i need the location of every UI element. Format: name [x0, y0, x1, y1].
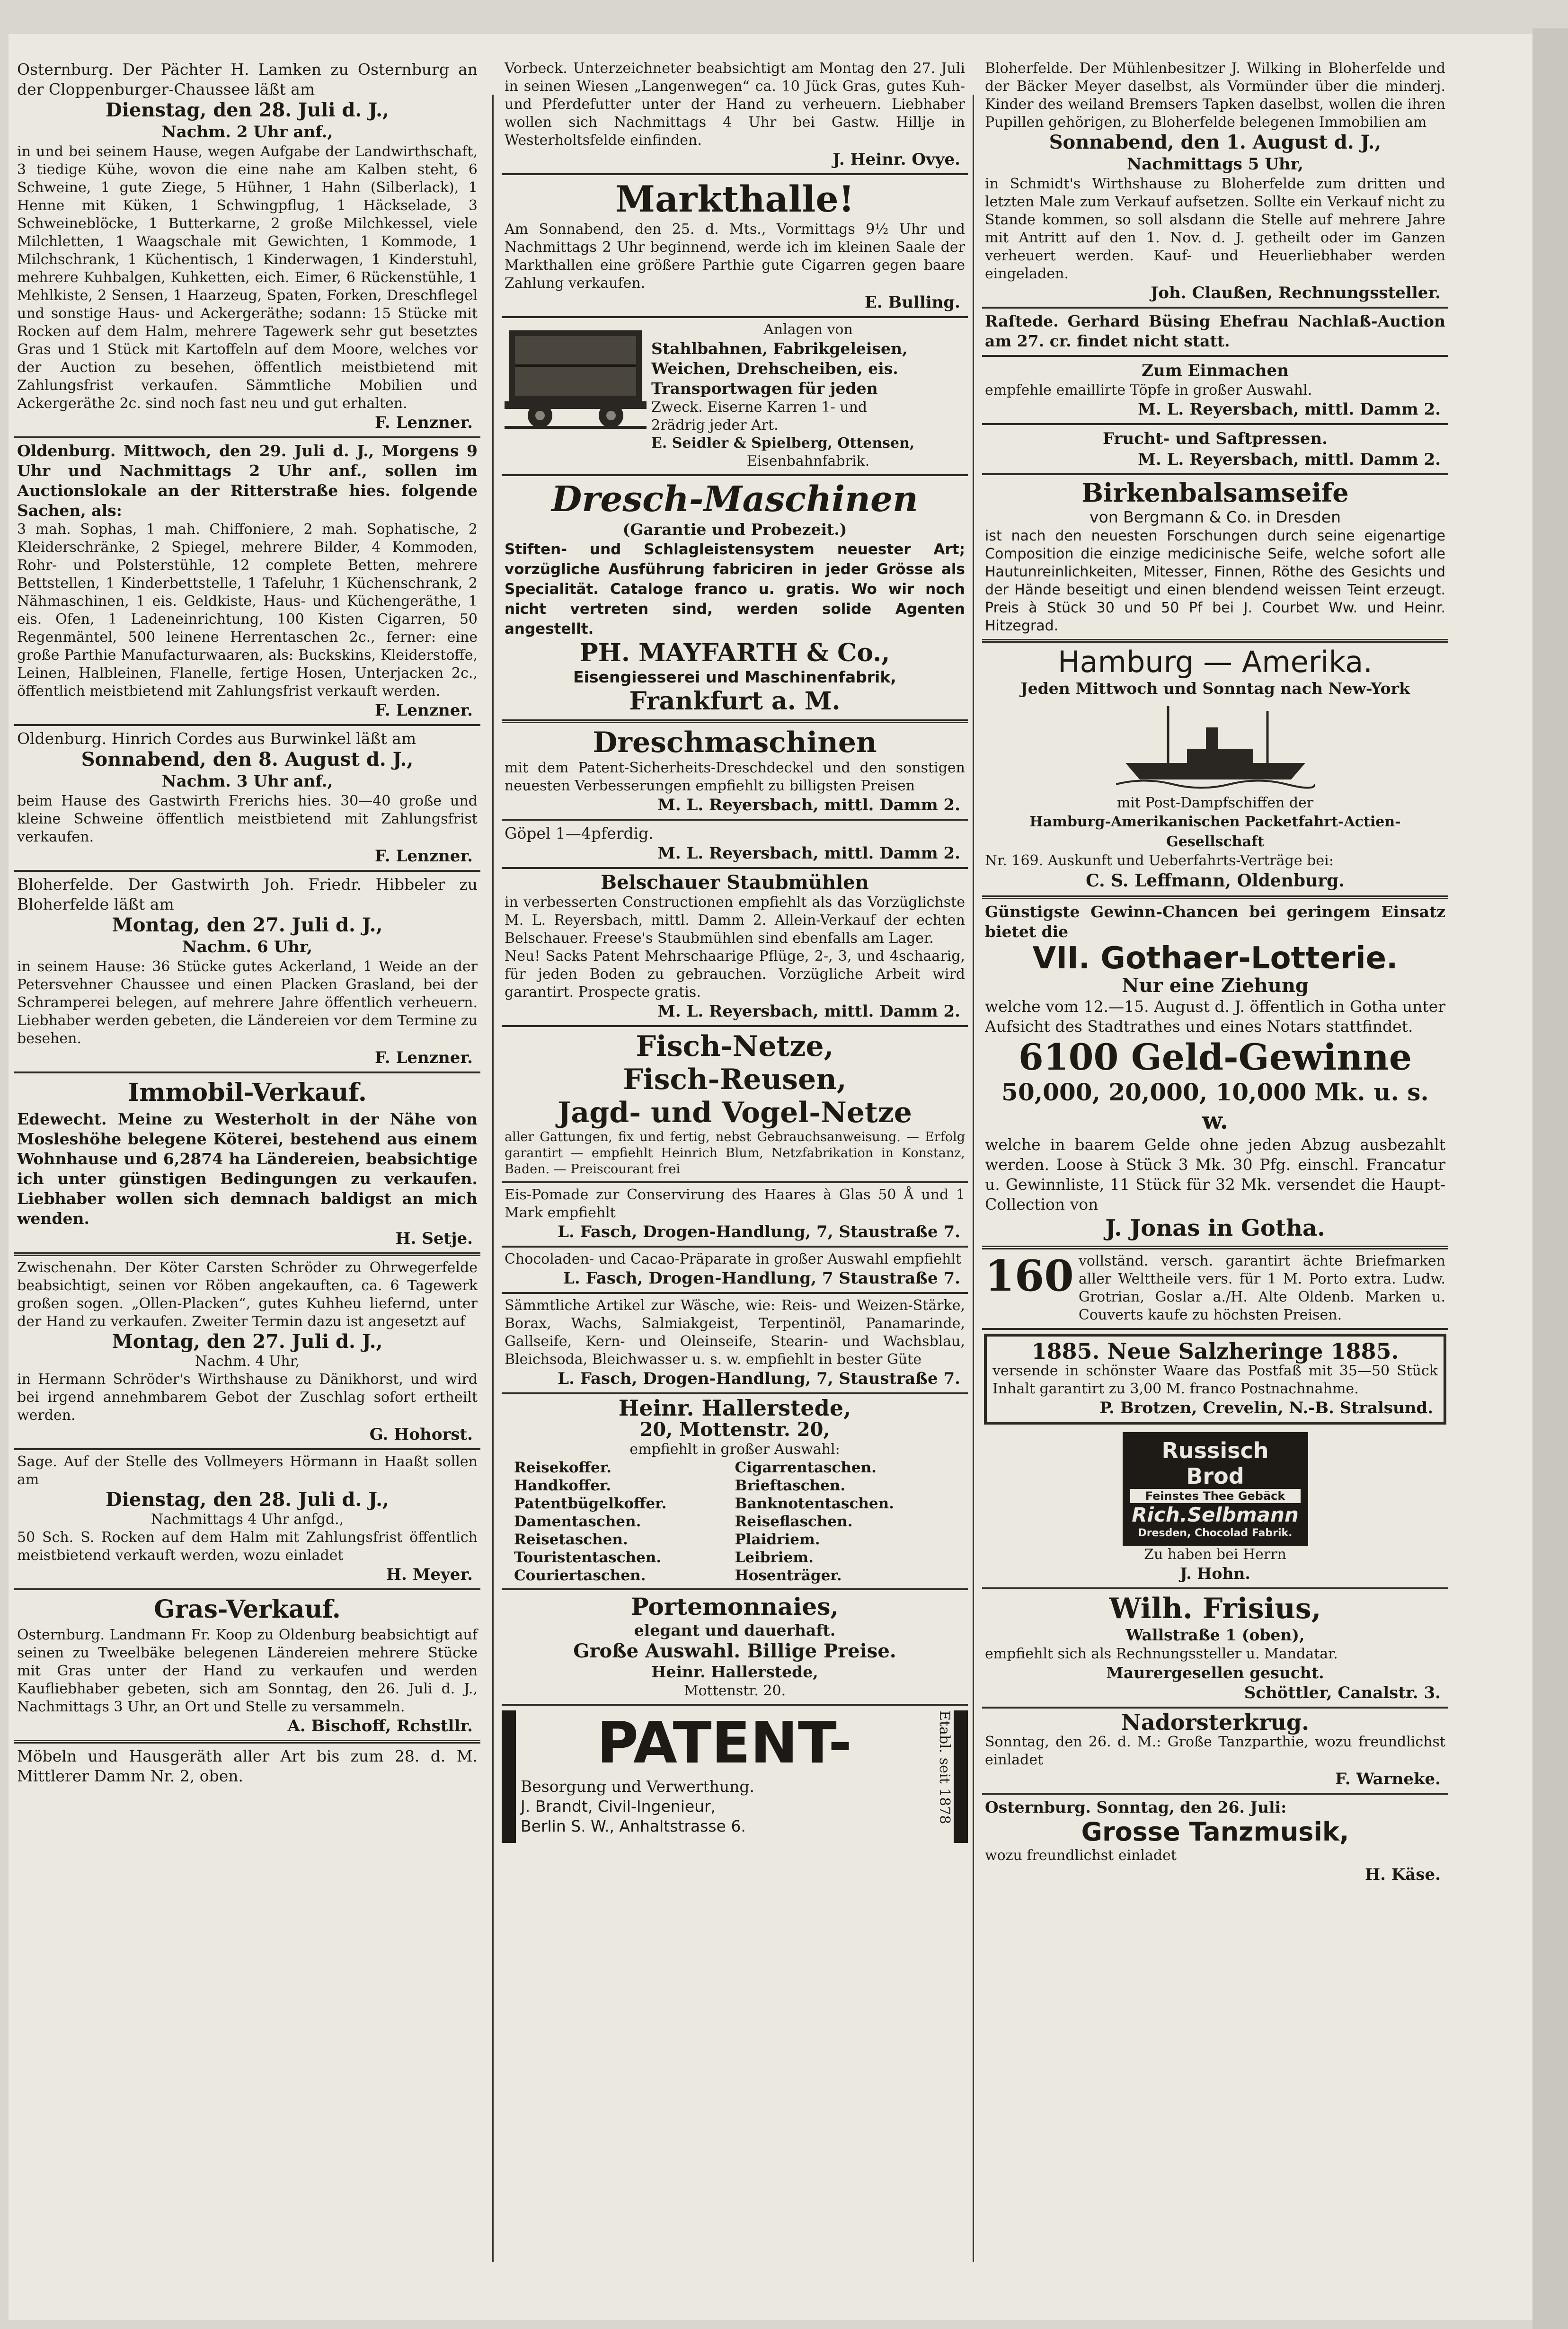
- ad-body: mit dem Patent-Sicherheits-Dreschdeckel und den sonstigen neuesten Verbesserungen empfiehlt zu billigsten Preisen: [505, 760, 965, 794]
- ad-zwischenahn: [14, 1256, 480, 1450]
- ad-rastede: [982, 309, 1448, 357]
- ad-body: Vorbeck. Unterzeichneter beabsichtigt am Montag den 27. Juli in seinen Wiesen „Langenwegen“ ca. 10 Jück Gras, gutes Kuh- und Pferdefutter unter der Hand zu verheuern. Liebhaber wollen sich Nachmittags 4 Uhr bei Gastw. Hillje in Westerholtsfelde einfinden.: [505, 60, 965, 149]
- ad-cordes-pigs: [14, 726, 480, 872]
- ad-heading: Fisch-Netze,: [636, 1030, 834, 1063]
- ad-body: beim Hause des Gastwirth Frerichs hies. 30—40 große und kleine Schweine öffentlich meistbietend mit Zahlungsfrist verkaufen.: [17, 793, 478, 845]
- ad-heading: [992, 1340, 1438, 1362]
- ad-portemonnaies: [502, 1590, 968, 1706]
- ad-body: Eis-Pomade zur Conservirung des Haares à Glas 50 Å und 1 Mark empfiehlt: [505, 1187, 965, 1221]
- ad-heading: Zum Einmachen: [1142, 361, 1289, 380]
- ad-prizes: 6100 Geld-Gewinne: [1018, 1036, 1412, 1078]
- ad-signature: H. Käse.: [1365, 1865, 1441, 1884]
- ad-signature: Schöttler, Canalstr. 3.: [1244, 1683, 1441, 1702]
- ad-body: Stiften- und Schlagleistensystem neuester Art; vorzügliche Ausführung fabriciren in jeder Grösse als Specialität. Cataloge franco u. gratis. Wo wir noch nicht vertreten sind, werden solide Agenten angestellt.: [505, 541, 965, 638]
- ad-body: Nr. 169. Auskunft und Ueberfahrts-Verträge bei:: [985, 852, 1334, 869]
- ad-line: Weichen, Drehscheiben, eis.: [651, 359, 898, 378]
- ad-city: Frankfurt a. M.: [629, 687, 841, 716]
- ad-eis-pomade: [502, 1183, 968, 1248]
- ad-heading: Dresch-Maschinen: [551, 479, 918, 520]
- list-item: Cigarrentaschen.: [735, 1459, 877, 1476]
- ad-firm: J. Brandt, Civil-Ingenieur,: [521, 1797, 716, 1815]
- ad-subheading: Jeden Mittwoch und Sonntag nach New-York: [1020, 679, 1410, 698]
- ad-body: welche vom 12.—15. August d. J. öffentlich in Gotha unter Aufsicht des Stadtrathes und eines Notars stattfindet.: [985, 997, 1445, 1036]
- ad-signature: F. Lenzner.: [375, 701, 473, 720]
- ad-dresch-maschinen: [502, 476, 968, 723]
- ad-body: 3 mah. Sophas, 1 mah. Chiffoniere, 2 mah. Sophatische, 2 Kleiderschränke, 2 Spiegel, mehrere Bilder, 4 Kommoden, Rohr- und Polsterstühle, 12 complete Betten, mehrere Bettstellen, 1 Kinderbettstelle, 1 Tafeluhr, 1 Küchenschrank, 2 Nähmaschinen, 1 eis. Geldkiste, Haus- und Küchengeräthe, 1 eis. Ofen, 1 Ladeneinrichtung, 100 Kisten Cigarren, 50 Regenmäntel, 500 leinene Herrentaschen 2c., ferner: eine große Parthie Manufacturwaaren, als: Buckskins, Kleiderstoffe, Leinen, Halbleinen, Flanelle, fertige Hosen, Unterjacken 2c., öffentlich meistbietend mit Zahlungsfrist verkauft werden.: [17, 521, 478, 700]
- ad-signature: A. Bischoff, Rchstllr.: [287, 1717, 473, 1736]
- list-item: Reiseflaschen.: [735, 1513, 853, 1530]
- ad-text: Osternburg. Der Pächter H. Lamken zu Osternburg an der Cloppenburger-Chaussee läßt am: [17, 60, 478, 98]
- ad-body: empfehle emaillirte Töpfe in großer Auswahl.: [985, 382, 1312, 398]
- border-bar: [502, 1710, 516, 1843]
- brod-logo-line: Russisch Brod: [1161, 1438, 1269, 1489]
- ad-hallerstede: [502, 1394, 968, 1590]
- ad-year: 1885.: [1031, 1338, 1100, 1364]
- ad-nadorsterkrug: [982, 1709, 1448, 1795]
- ad-chocolade: [502, 1248, 968, 1294]
- ad-heading: Dreschmaschinen: [593, 726, 877, 759]
- ad-body-2: welche in baarem Gelde ohne jeden Abzug ausbezahlt werden. Loose à Stück 3 Mk. 30 Pfg. einschl. Francatur u. Gewinnliste, 11 Stück für 32 Mk. versendet die Haupt-Collection von: [985, 1135, 1445, 1213]
- list-item: Hosenträger.: [735, 1567, 842, 1584]
- column-3: [982, 57, 1448, 2262]
- ad-netze: [502, 1027, 968, 1183]
- ad-signature: L. Fasch, Drogen-Handlung, 7, Staustraße 7.: [558, 1222, 960, 1241]
- ad-birkenbalsamseife: [982, 475, 1448, 643]
- ad-signature: P. Brotzen, Crevelin, N.-B. Stralsund.: [1099, 1399, 1433, 1417]
- ad-signature: M. L. Reyersbach, mittl. Damm 2.: [1138, 450, 1441, 469]
- ad-body-2: 50 Sch. S. Rocken auf dem Halm mit Zahlungsfrist öffentlich meistbietend verkauft werden, wozu einladet: [17, 1529, 478, 1564]
- column-rule: [492, 95, 494, 2262]
- ad-time: Nachmittags 5 Uhr,: [1127, 155, 1303, 174]
- ad-body: Bloherfelde. Der Mühlenbesitzer J. Wilking in Bloherfelde und der Bäcker Meyer daselbst, als Vormünder über die minderj. Kinder des weiland Bremsers Tapken daselbst, wollen die ihren Pupillen gehörigen, zu Bloherfelde belegenen Immobilien am: [985, 60, 1445, 131]
- ad-time: Nachm. 4 Uhr,: [195, 1353, 300, 1370]
- ad-signature: M. L. Reyersbach, mittl. Damm 2.: [1138, 400, 1441, 419]
- ad-subheading: von Bergmann & Co. in Dresden: [1089, 508, 1341, 526]
- ad-intro: empfiehlt in großer Auswahl:: [629, 1441, 840, 1458]
- ad-body: Raſtede. Gerhard Büsing Ehefrau Nachlaß-Auction am 27. cr. findet nicht statt.: [985, 312, 1445, 350]
- ad-hamburg-amerika: [982, 643, 1448, 899]
- ad-moebeln: [14, 1744, 480, 1790]
- ad-body: Große Auswahl. Billige Preise.: [573, 1640, 896, 1662]
- ad-pressen: [982, 425, 1448, 475]
- ad-date: Dienstag, den 28. Juli d. J.,: [106, 99, 389, 121]
- ad-body: Besorgung und Verwerthung.: [521, 1777, 755, 1796]
- ad-signature: H. Setje.: [395, 1229, 473, 1248]
- ad-body: vollständ. versch. garantirt ächte Briefmarken aller Welttheile vers. für 1 M. Porto extra. Ludw. Grotrian, Goslar a./H. Alte Oldenb. Marken u. Couverts kaufe zu höchsten Preisen.: [1078, 1253, 1445, 1323]
- ad-body: Am Sonnabend, den 25. d. Mts., Vormittags 9½ Uhr und Nachmittags 2 Uhr beginnend, werde ich im kleinen Saale der Markthallen eine größere Parthie gute Cigarren gegen baare Zahlung verkaufen.: [505, 221, 965, 292]
- ad-heading: PATENT-: [597, 1710, 852, 1776]
- ad-date: Sonnabend, den 1. August d. J.,: [1049, 131, 1382, 153]
- ad-heading: Frucht- und Saftpressen.: [1102, 429, 1328, 448]
- ad-dreschmaschinen: [502, 723, 968, 821]
- ad-signature: F. Warneke.: [1335, 1770, 1441, 1789]
- ad-body: Osternburg. Sonntag, den 26. Juli:: [985, 1798, 1287, 1816]
- ad-signature: H. Meyer.: [386, 1565, 473, 1584]
- ad-heading: Grosse Tanzmusik,: [1081, 1817, 1349, 1847]
- ad-signature: J. Hohn.: [1180, 1564, 1250, 1583]
- ad-title: Neue Salzheringe: [1107, 1338, 1323, 1364]
- border-bar: [954, 1710, 968, 1843]
- ad-signature: G. Hohorst.: [369, 1425, 473, 1444]
- ad-body-2: wozu freundlichst einladet: [985, 1847, 1177, 1864]
- ad-body: ist nach den neuesten Forschungen durch seine eigenartige Composition die einzige medicinische Seife, welche sofort alle Hautunreinlichkeiten, Mitesser, Finnen, Röthe des Gesichts und der Hände beseitigt und einen blendend weissen Teint erzeugt. Preis à Stück 30 und 50 Pf bei J. Courbet Ww. und Heinr. Hitzegrad.: [985, 528, 1445, 634]
- ad-body: Sonntag, den 26. d. M.: Große Tanzparthie, wozu freundlichst einladet: [985, 1734, 1445, 1768]
- ad-date: Montag, den 27. Juli d. J.,: [112, 914, 383, 936]
- ad-body: aller Gattungen, fix und fertig, nebst Gebrauchsanweisung. — Erfolg garantirt — empfiehlt Heinrich Blum, Netzfabrikation in Konstanz, Baden. — Preiscourant frei: [505, 1130, 965, 1177]
- ad-vorbeck: [502, 57, 968, 175]
- ad-text: Oldenburg. Hinrich Cordes aus Burwinkel läßt am: [17, 729, 416, 748]
- brod-logo-box: [1123, 1432, 1308, 1546]
- ad-side-text: Etabl. seit 1878: [936, 1710, 953, 1824]
- ad-heading: Immobil-Verkauf.: [128, 1078, 367, 1107]
- ad-heading: Markthalle!: [615, 178, 855, 220]
- ad-line: Anlagen von: [763, 321, 853, 338]
- list-item: Reisetaschen.: [514, 1531, 628, 1548]
- ad-body: Göpel 1—4pferdig.: [505, 824, 654, 842]
- brod-logo-line: Feinstes Thee Gebäck: [1130, 1489, 1301, 1503]
- ad-draw: Nur eine Ziehung: [1122, 974, 1309, 997]
- ad-signature: F. Lenzner.: [375, 847, 473, 866]
- steamship-illustration: [985, 701, 1445, 791]
- ad-body-2: in Hermann Schröder's Wirthshause zu Dänikhorst, und wird bei irgend annehmbarem Gebot der Zuschlag sofort ertheilt werden.: [17, 1371, 478, 1424]
- ad-date: Montag, den 27. Juli d. J.,: [112, 1330, 383, 1353]
- ad-line: Stahlbahnen, Fabrikgeleisen,: [651, 339, 908, 358]
- ad-time: Nachmittags 4 Uhr anfgd.,: [151, 1511, 344, 1528]
- ad-signature: M. L. Reyersbach, mittl. Damm 2.: [657, 796, 960, 815]
- ad-date: Sonnabend, den 8. August d. J.,: [81, 748, 414, 770]
- ad-body: Sämmtliche Artikel zur Wäsche, wie: Reis- und Weizen-Stärke, Borax, Wachs, Salmiakgeist, Terpentinöl, Panamarinde, Gallseife, Kern- und Oleinseife, Stearin- und Wachsblau, Bleichsoda, Bleichwasser u. s. w. empfiehlt in bester Güte: [505, 1297, 965, 1368]
- ad-firm: PH. MAYFARTH & Co.,: [579, 638, 890, 667]
- ad-address: 20, Mottenstr. 20,: [639, 1418, 830, 1441]
- ad-heading: Belschauer Staubmühlen: [601, 871, 869, 894]
- ad-heading: Wilh. Frisius,: [1109, 1592, 1321, 1625]
- ad-goepel: [502, 821, 968, 869]
- ad-signature: J. Heinr. Ovye.: [833, 150, 960, 169]
- ad-body: Edewecht. Meine zu Westerholt in der Nähe von Mosleshöhe belegene Köterei, bestehend aus einem Wohnhause und 6,2874 ha Ländereien, beabsichtige ich unter günstigen Bedingungen zu verkaufen. Liebhaber wollen sich demnach baldigst an mich wenden.: [17, 1110, 478, 1228]
- ad-company: Hamburg-Amerikanischen Packetfahrt-Actien-Gesellschaft: [1029, 814, 1401, 850]
- ad-body: Osternburg. Landmann Fr. Koop zu Oldenburg beabsichtigt auf seinen zu Tweelbäke belegenen Ländereien mehrere Stücke mit Gras unter der Hand zu verkaufen und werden Kaufliebhaber gebeten, sich am Sonntag, den 26. Juli d. J., Nachmittags 3 Uhr, an Ort und Stelle zu versammeln.: [17, 1627, 478, 1715]
- ad-heading: Birkenbalsamseife: [1081, 478, 1349, 508]
- list-item: Patentbügelkoffer.: [514, 1495, 667, 1512]
- column-2: [502, 57, 968, 2262]
- ad-gothaer-lotterie: [982, 899, 1448, 1249]
- ad-text: Oldenburg. Mittwoch, den 29. Juli d. J., Morgens 9 Uhr und Nachmittags 2 Uhr anf., sollen im Auctionslokale an der Ritterstraße hies. folgende Sachen, als:: [17, 442, 478, 520]
- ad-sage: [14, 1450, 480, 1590]
- ad-time: Nachm. 2 Uhr anf.,: [161, 123, 333, 142]
- ad-time: Nachm. 3 Uhr anf.,: [161, 772, 333, 791]
- ad-body: Möbeln und Hausgeräth aller Art bis zum 28. d. M. Mittlerer Damm Nr. 2, oben.: [17, 1747, 478, 1785]
- ad-patent: [502, 1710, 968, 1843]
- ad-body: empfiehlt sich als Rechnungssteller u. Mandatar.: [985, 1646, 1338, 1662]
- ad-osternburg-tanz: [982, 1795, 1448, 1888]
- ad-body: Zwischenahn. Der Köter Carsten Schröder zu Ohrwegerfelde beabsichtigt, seinen vor Röben angekauften, ca. 6 Tagewerk großen sogen. „Ollen-Placken“, gutes Kuhheu liefernd, unter der Hand zu verkaufen. Zweiter Termin dazu ist angesetzt auf: [17, 1259, 478, 1330]
- ad-signature: E. Bulling.: [864, 293, 960, 312]
- ad-heading: Nadorsterkrug.: [1121, 1709, 1310, 1735]
- ad-amounts: 50,000, 20,000, 10,000 Mk. u. s. w.: [1001, 1078, 1429, 1134]
- ad-text: Bloherfelde. Der Gastwirth Joh. Friedr. Hibbeler zu Bloherfelde läßt am: [17, 875, 478, 913]
- ad-signature: C. S. Leffmann, Oldenburg.: [1086, 871, 1345, 891]
- ad-heading: Heinr. Hallerstede,: [618, 1395, 851, 1421]
- ad-address: Mottenstr. 20.: [683, 1683, 786, 1699]
- ad-heading: Gras-Verkauf.: [154, 1595, 341, 1624]
- ad-body: Sage. Auf der Stelle des Vollmeyers Hörmann in Haaßt sollen am: [17, 1453, 478, 1488]
- ad-address: Wallstraße 1 (oben),: [1125, 1626, 1305, 1644]
- ad-heading: Jagd- und Vogel-Netze: [558, 1096, 912, 1129]
- steamship-icon: [1116, 701, 1315, 791]
- ad-body: in und bei seinem Hause, wegen Aufgabe der Landwirthschaft, 3 tiedige Kühe, wovon die eine nahe am Kalben steht, 6 Schweine, 1 gute Ziege, 5 Hühner, 1 Hahn (Silberlack), 1 Henne mit Küken, 1 Schwingpflug, 1 Häckselade, 3 Schweineblöcke, 1 Butterkarne, 2 große Milchkessel, viele Milchletten, 1 Waagschale mit Gewichten, 1 Kommode, 1 Milchschrank, 1 Küchentisch, 1 Kinderwagen, 1 Kinderstuhl, mehrere Kuhbalgen, Kuhketten, eich. Eimer, 6 Rückenstühle, 1 Mehlkiste, 2 Sensen, 1 Haarzeug, Spaten, Forken, Dreschflegel und sonstige Haus- und Ackergeräthe; sodann: 15 Stücke mit Rocken auf dem Halm, mehrere Tagewerk sehr gut besetztes Gras und 1 Stück mit Kartoffeln auf dem Moore, welches vor der Auction zu besehen, öffentlich meistbietend mit Zahlungsfrist verkaufen. Sämmtliche Mobilien und Ackergeräthe 2c. sind noch fast neu und gut erhalten.: [17, 143, 478, 412]
- ad-heading: Portemonnaies,: [631, 1593, 839, 1621]
- ad-bloherfelde-lease: [14, 872, 480, 1073]
- ad-line: E. Seidler & Spielberg, Ottensen,: [651, 435, 915, 452]
- list-item: Leibriem.: [735, 1549, 814, 1566]
- ad-waesche: [502, 1294, 968, 1394]
- ad-gras-verkauf: [14, 1590, 480, 1744]
- ad-frisius: [982, 1589, 1448, 1709]
- ad-signature: F. Lenzner.: [375, 413, 473, 432]
- ad-heading: Hamburg — Amerika.: [1057, 645, 1373, 679]
- ad-subheading: elegant und dauerhaft.: [634, 1621, 836, 1639]
- ad-signature: M. L. Reyersbach, mittl. Damm 2.: [657, 1002, 960, 1021]
- column-1: [14, 57, 480, 2262]
- ad-address: Berlin S. W., Anhaltstrasse 6.: [521, 1817, 746, 1835]
- brod-logo-line: Dresden, Chocolad Fabrik.: [1138, 1527, 1293, 1539]
- list-item: Couriertaschen.: [514, 1567, 646, 1584]
- ad-line: 2rädrig jeder Art.: [651, 417, 779, 434]
- ad-firm: Heinr. Hallerstede,: [651, 1663, 818, 1681]
- ad-body: in seinem Hause: 36 Stücke gutes Ackerland, 1 Weide an der Petersvehner Chaussee und einen Placken Grasland, bei der Schramperei belegen, auf mehrere Jahre öffentlich verheuern. Liebhaber werden gebeten, die Ländereien vor dem Termine zu besehen.: [17, 958, 478, 1047]
- list-item: Touristentaschen.: [514, 1549, 662, 1566]
- list-item: Banknotentaschen.: [735, 1495, 894, 1512]
- ad-subheading: (Garantie und Probezeit.): [622, 520, 847, 539]
- brod-logo-line: Rich.Selbmann: [1132, 1503, 1299, 1526]
- ad-signature: F. Lenzner.: [375, 1048, 473, 1067]
- ad-heading: Fisch-Reusen,: [623, 1063, 847, 1096]
- ad-intro: Günstigste Gewinn-Chancen bei geringem Einsatz bietet die: [985, 903, 1445, 941]
- ad-line: mit Post-Dampfschiffen der: [1116, 795, 1314, 811]
- mine-cart-illustration: [505, 321, 647, 430]
- ad-seidler-spielberg: [502, 318, 968, 476]
- list-item: Brieftaschen.: [735, 1477, 846, 1494]
- ad-briefmarken: [982, 1249, 1448, 1330]
- ad-russisch-brod: [982, 1428, 1448, 1589]
- ad-line: Zweck. Eiserne Karren 1- und: [651, 399, 868, 416]
- ad-body: Zu haben bei Herrn: [1144, 1546, 1286, 1563]
- ad-body-2: Maurergesellen gesucht.: [1106, 1664, 1324, 1682]
- list-item: Reisekoffer.: [514, 1459, 612, 1476]
- ad-patent-content: [516, 1710, 933, 1843]
- ad-osternburg-auction: [14, 57, 480, 438]
- ad-body: versende in schönster Waare das Postfaß mit 35—50 Stück Inhalt garantirt zu 3,00 M. franco Postnachnahme.: [992, 1363, 1438, 1397]
- page-edge: [1533, 28, 1568, 2329]
- ad-einmachen: [982, 357, 1448, 425]
- ad-firm-desc: Eisengiesserei und Maschinenfabrik,: [573, 668, 896, 686]
- ad-signature: L. Fasch, Drogen-Handlung, 7 Staustraße 7.: [563, 1269, 960, 1288]
- ad-number: 160: [985, 1251, 1074, 1301]
- ad-signature: L. Fasch, Drogen-Handlung, 7, Staustraße 7.: [558, 1369, 960, 1388]
- ad-body-2: Neu! Sacks Patent Mehrschaarige Pflüge, 2-, 3, und 4schaarig, für jeden Boden zu gebrauchen. Vorzügliche Arbeit wird garantirt. Prospecte gratis.: [505, 948, 965, 1001]
- product-list: [505, 1459, 965, 1585]
- ad-body-2: in Schmidt's Wirthshause zu Bloherfelde zum dritten und letzten Male zum Verkauf aufsetzen. Sollte ein Verkauf nicht zu Stande kommen, so soll alsdann die Stelle auf mehrere Jahre mit Antritt auf den 1. Nov. d. J. getheilt oder im Ganzen verheuert werden. Kauf- und Heuerliebhaber werden eingeladen.: [985, 176, 1445, 282]
- ad-time: Nachm. 6 Uhr,: [182, 938, 313, 956]
- list-item: Handkoffer.: [514, 1477, 611, 1494]
- column-rule: [973, 95, 974, 2262]
- ad-heading: VII. Gothaer-Lotterie.: [1032, 941, 1398, 976]
- ad-line: Transportwagen für jeden: [651, 379, 878, 398]
- ad-signature: M. L. Reyersbach, mittl. Damm 2.: [657, 844, 960, 863]
- ad-signature: J. Jonas in Gotha.: [1105, 1215, 1325, 1241]
- list-item: Plaidriem.: [735, 1531, 820, 1548]
- ad-salzheringe: [984, 1334, 1446, 1425]
- ad-staubmuehlen: [502, 869, 968, 1027]
- ad-body: in verbesserten Constructionen empfiehlt als das Vorzüglichste M. L. Reyersbach, mittl. Damm 2. Allein-Verkauf der echten Belschauer. Freese's Staubmühlen sind ebenfalls am Lager.: [505, 894, 965, 947]
- ad-text-block: [651, 321, 965, 470]
- ad-immobil-verkauf: [14, 1073, 480, 1256]
- ad-markthalle: [502, 175, 968, 318]
- ad-body: Chocoladen- und Cacao-Präparate in großer Auswahl empfiehlt: [505, 1251, 962, 1267]
- ad-bloherfelde-immobilien: [982, 57, 1448, 309]
- ad-signature: Joh. Claußen, Rechnungssteller.: [1151, 283, 1441, 302]
- ad-line: Eisenbahnfabrik.: [746, 453, 870, 469]
- ad-oldenburg-auction: [14, 438, 480, 726]
- list-item: Damentaschen.: [514, 1513, 641, 1530]
- ad-date: Dienstag, den 28. Juli d. J.,: [106, 1488, 389, 1511]
- ad-year: 1885.: [1330, 1338, 1399, 1364]
